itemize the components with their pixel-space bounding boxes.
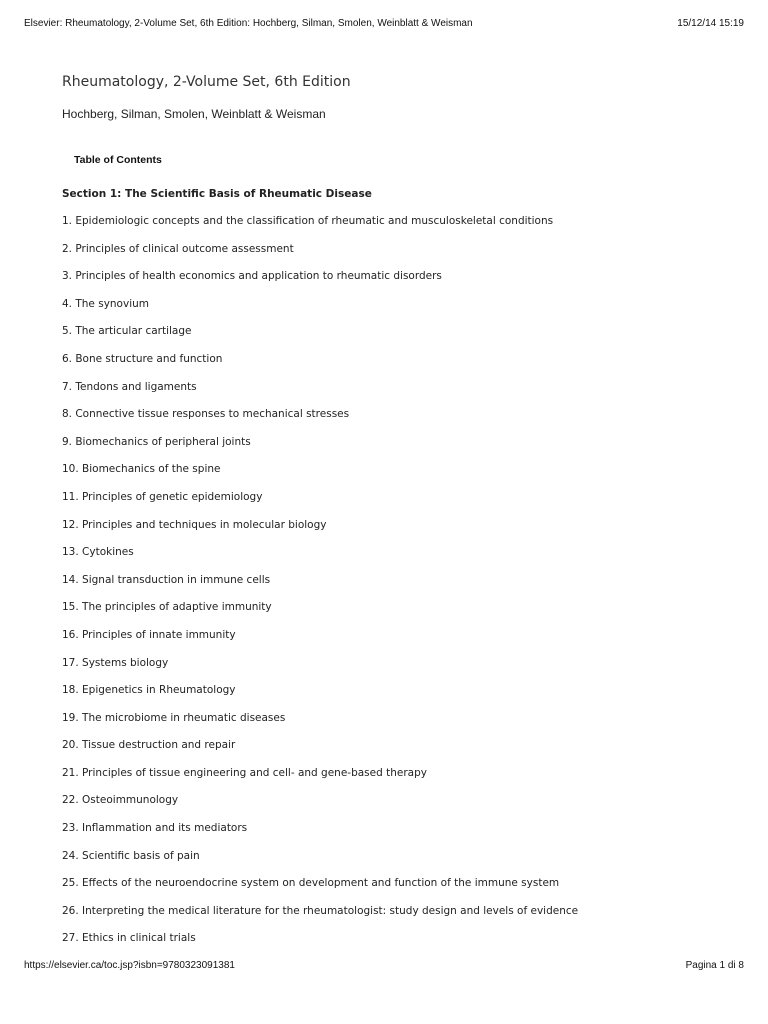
section-heading: Section 1: The Scientific Basis of Rheumatic Disease [62,188,372,200]
header-title: Elsevier: Rheumatology, 2-Volume Set, 6th Edition: Hochberg, Silman, Smolen, Weinblatt & Weisman [24,18,473,29]
chapter-list [62,214,578,959]
chapter-item: 11. Principles of genetic epidemiology [62,490,263,503]
chapter-item: 14. Signal transduction in immune cells [62,573,271,586]
book-title: Rheumatology, 2-Volume Set, 6th Edition [62,74,351,90]
chapter-item: 20. Tissue destruction and repair [62,739,236,752]
chapter-item: 12. Principles and techniques in molecular biology [62,518,327,531]
chapter-item: 27. Ethics in clinical trials [62,932,196,945]
chapter-item: 6. Bone structure and function [62,352,223,365]
chapter-item: 18. Epigenetics in Rheumatology [62,684,236,697]
chapter-item: 13. Cytokines [62,546,134,559]
toc-heading: Table of Contents [74,154,162,166]
chapter-item: 16. Principles of innate immunity [62,628,236,641]
chapter-item: 22. Osteoimmunology [62,794,179,807]
chapter-item: 21. Principles of tissue engineering and cell- and gene-based therapy [62,766,427,779]
header-date: 15/12/14 15:19 [677,18,744,29]
chapter-item: 5. The articular cartilage [62,325,192,338]
chapter-item: 4. The synovium [62,297,149,310]
print-header [24,18,744,32]
chapter-item: 26. Interpreting the medical literature for the rheumatologist: study design and levels of evidence [62,904,579,917]
chapter-item: 1. Epidemiologic concepts and the classification of rheumatic and musculoskeletal conditions [62,215,554,227]
chapter-item: 3. Principles of health economics and application to rheumatic disorders [62,270,442,283]
print-footer [24,960,744,974]
chapter-item: 19. The microbiome in rheumatic diseases [62,711,286,724]
chapter-item: 15. The principles of adaptive immunity [62,601,272,614]
chapter-item: 25. Effects of the neuroendocrine system on development and function of the immune system [62,877,560,890]
footer-url: https://elsevier.ca/toc.jsp?isbn=9780323091381 [24,960,235,971]
chapter-item: 2. Principles of clinical outcome assessment [62,242,294,255]
chapter-item: 10. Biomechanics of the spine [62,463,221,476]
chapter-item: 24. Scientific basis of pain [62,849,200,862]
chapter-item: 8. Connective tissue responses to mechanical stresses [62,408,350,421]
chapter-item: 7. Tendons and ligaments [62,380,197,393]
chapter-item: 23. Inflammation and its mediators [62,822,248,835]
footer-page-number: Pagina 1 di 8 [685,960,744,971]
page-content [62,72,742,945]
chapter-item: 9. Biomechanics of peripheral joints [62,435,251,448]
book-authors: Hochberg, Silman, Smolen, Weinblatt & Weisman [62,107,326,121]
chapter-item: 17. Systems biology [62,656,169,669]
